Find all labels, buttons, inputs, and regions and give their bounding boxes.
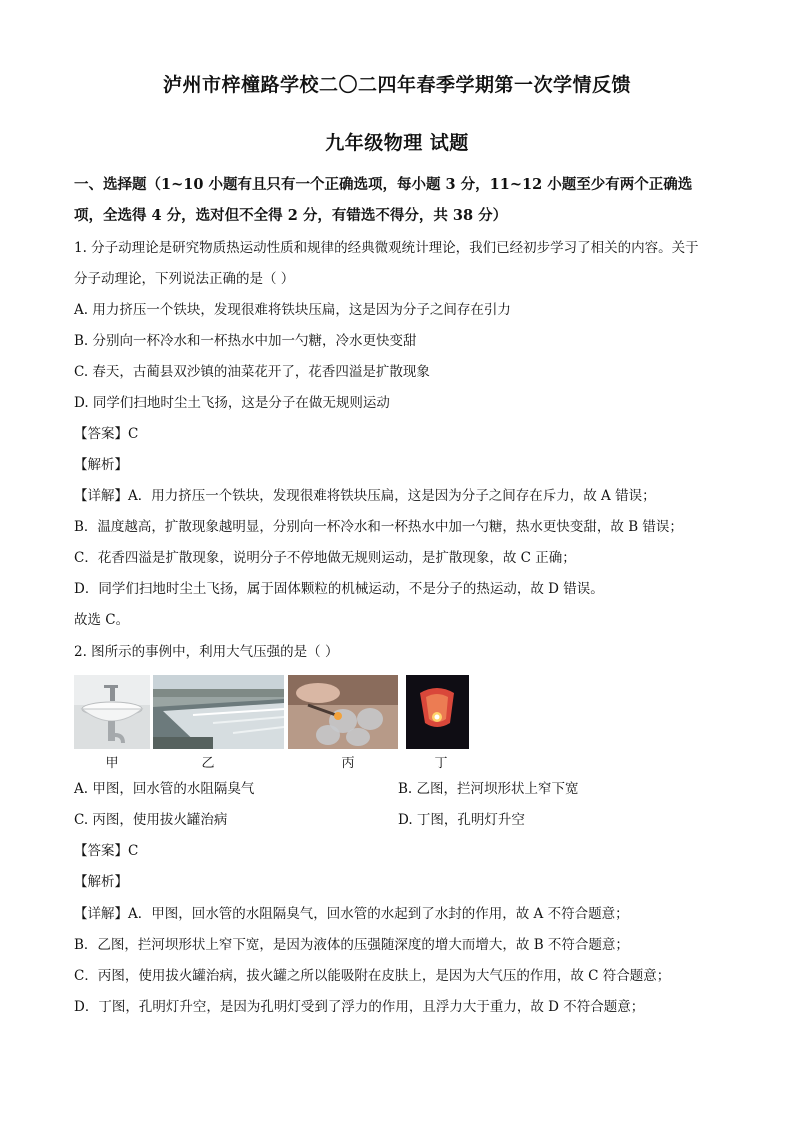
page-subtitle: 九年级物理 试题 (325, 132, 469, 154)
q1-detail-b: B．温度越高，扩散现象越明显，分别向一杯冷水和一杯热水中加一勺糖，热水更快变甜，故 B 错误； (74, 519, 683, 535)
q2-option-b: B. 乙图，拦河坝形状上窄下宽 (398, 781, 579, 797)
q1-answer: 【答案】C (74, 426, 139, 442)
section-heading-line2: 项，全选得 4 分，选对但不全得 2 分，有错选不得分，共 38 分） (74, 207, 508, 224)
q2-answer: 【答案】C (74, 843, 139, 859)
caption-ding: 丁 (434, 756, 448, 771)
q1-analysis-label: 【解析】 (74, 457, 128, 473)
q1-detail-d: D．同学们扫地时尘土飞扬，属于固体颗粒的机械运动，不是分子的热运动，故 D 错误。 (74, 581, 604, 597)
q2-detail-d: D．丁图，孔明灯升空，是因为孔明灯受到了浮力的作用，且浮力大于重力，故 D 不符合题意； (74, 999, 645, 1015)
cupping-image (288, 675, 398, 749)
q1-option-a: A. 用力挤压一个铁块，发现很难将铁块压扁，这是因为分子之间存在引力 (74, 302, 511, 318)
caption-yi: 乙 (201, 756, 215, 771)
q1-detail-a: 【详解】A．用力挤压一个铁块，发现很难将铁块压扁，这是因为分子之间存在斥力，故 A 错误； (74, 488, 656, 504)
dam-image (153, 675, 284, 749)
q1-conclusion: 故选 C。 (74, 612, 130, 628)
section-heading-line1: 一、选择题（1~10 小题有且只有一个正确选项，每小题 3 分，11~12 小题至少有两个正确选 (74, 176, 693, 193)
page-title: 泸州市梓橦路学校二〇二四年春季学期第一次学情反馈 (162, 74, 631, 96)
q2-option-a: A. 甲图，回水管的水阻隔臭气 (74, 781, 255, 797)
q2-analysis-label: 【解析】 (74, 874, 128, 890)
q1-option-b: B. 分别向一杯冷水和一杯热水中加一勺糖，冷水更快变甜 (74, 333, 417, 349)
caption-jia: 甲 (105, 756, 119, 771)
q2-detail-c: C．丙图，使用拔火罐治病，拔火罐之所以能吸附在皮肤上，是因为大气压的作用，故 C 符合题意； (74, 968, 671, 984)
q2-stem: 2. 图所示的事例中，利用大气压强的是（ ） (74, 644, 339, 660)
sky-lantern-image (406, 675, 469, 749)
sink-image (74, 675, 150, 749)
q2-option-c: C. 丙图，使用拔火罐治病 (74, 812, 228, 828)
q1-detail-c: C．花香四溢是扩散现象，说明分子不停地做无规则运动，是扩散现象，故 C 正确； (74, 550, 576, 566)
q2-option-d: D. 丁图，孔明灯升空 (398, 812, 525, 828)
q2-detail-b: B．乙图，拦河坝形状上窄下宽，是因为液体的压强随深度的增大而增大，故 B 不符合题意； (74, 937, 629, 953)
q1-stem-line1: 1. 分子动理论是研究物质热运动性质和规律的经典微观统计理论，我们已经初步学习了相关的内容。关于 (74, 240, 699, 256)
q1-stem-line2: 分子动理论，下列说法正确的是（ ） (74, 271, 295, 287)
q1-option-c: C. 春天，古蔺县双沙镇的油菜花开了，花香四溢是扩散现象 (74, 364, 430, 380)
q1-option-d: D. 同学们扫地时尘土飞扬，这是分子在做无规则运动 (74, 395, 390, 411)
q2-detail-a: 【详解】A．甲图，回水管的水阻隔臭气，回水管的水起到了水封的作用，故 A 不符合题意； (74, 906, 629, 922)
caption-bing: 丙 (341, 756, 355, 771)
